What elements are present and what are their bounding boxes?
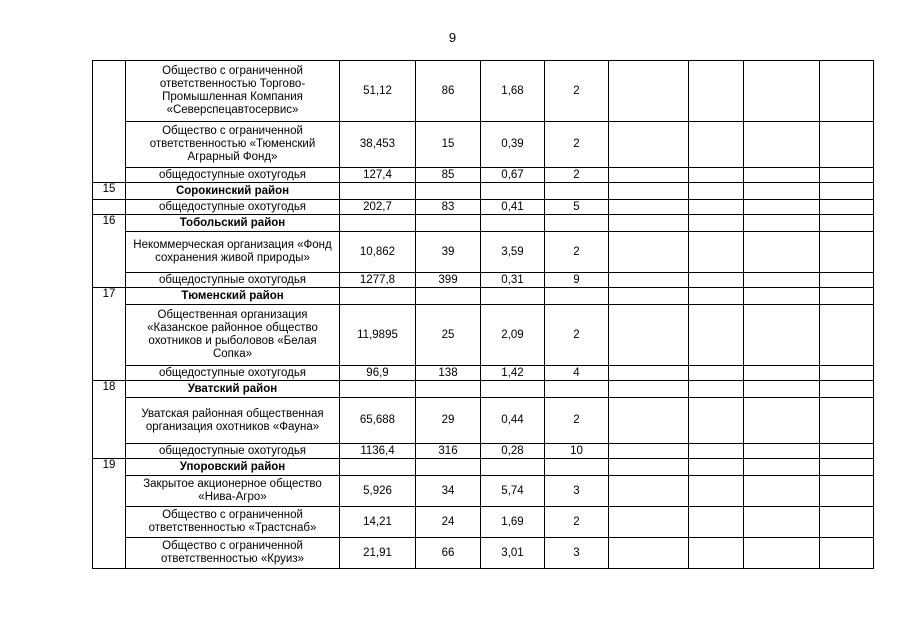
empty-cell (689, 215, 744, 232)
value-cell: 10,862 (340, 232, 416, 273)
empty-cell (689, 232, 744, 273)
value-cell: 5,74 (481, 476, 545, 507)
value-cell: 1277,8 (340, 273, 416, 288)
district-row (93, 183, 874, 200)
empty-cell (744, 61, 820, 122)
empty-cell (416, 381, 481, 398)
value-cell: 1,69 (481, 507, 545, 538)
empty-cell (340, 459, 416, 476)
empty-cell (609, 200, 689, 215)
empty-cell (820, 305, 874, 366)
name-cell: общедоступные охотугодья (126, 366, 340, 381)
empty-cell (416, 288, 481, 305)
page-number: 9 (448, 30, 457, 45)
name-cell: общедоступные охотугодья (126, 200, 340, 215)
empty-cell (820, 381, 874, 398)
empty-cell (416, 215, 481, 232)
district-row (93, 381, 874, 398)
value-cell: 24 (416, 507, 481, 538)
district-name-cell: Упоровский район (126, 459, 340, 476)
value-cell: 2 (545, 168, 609, 183)
name-cell: Общественная организация «Казанское районное общество охотников и рыболовов «Белая Сопка» (126, 305, 340, 366)
empty-cell (744, 444, 820, 459)
row-number-cell: 15 (93, 183, 126, 200)
value-cell: 65,688 (340, 398, 416, 444)
empty-cell (820, 183, 874, 200)
value-cell: 202,7 (340, 200, 416, 215)
empty-cell (744, 381, 820, 398)
value-cell: 66 (416, 538, 481, 569)
empty-cell (744, 122, 820, 168)
empty-cell (481, 381, 545, 398)
value-cell: 38,453 (340, 122, 416, 168)
empty-cell (609, 459, 689, 476)
value-cell: 2 (545, 398, 609, 444)
empty-cell (689, 183, 744, 200)
district-name-cell: Тобольский район (126, 215, 340, 232)
table-row (93, 398, 874, 444)
empty-cell (340, 288, 416, 305)
empty-cell (689, 381, 744, 398)
name-cell: Уватская районная общественная организация охотников «Фауна» (126, 398, 340, 444)
value-cell: 399 (416, 273, 481, 288)
row-number-cell: 17 (93, 288, 126, 381)
district-row (93, 215, 874, 232)
table-row (93, 476, 874, 507)
value-cell: 15 (416, 122, 481, 168)
name-cell: Некоммерческая организация «Фонд сохранения живой природы» (126, 232, 340, 273)
table-row (93, 168, 874, 183)
empty-cell (689, 507, 744, 538)
empty-cell (744, 476, 820, 507)
value-cell: 2 (545, 232, 609, 273)
value-cell: 2 (545, 507, 609, 538)
empty-cell (689, 200, 744, 215)
empty-cell (689, 122, 744, 168)
value-cell: 316 (416, 444, 481, 459)
name-cell: Общество с ограниченной ответственностью «Круиз» (126, 538, 340, 569)
empty-cell (820, 215, 874, 232)
empty-cell (545, 288, 609, 305)
empty-cell (689, 288, 744, 305)
empty-cell (744, 168, 820, 183)
value-cell: 9 (545, 273, 609, 288)
value-cell: 5,926 (340, 476, 416, 507)
table-row (93, 232, 874, 273)
empty-cell (689, 61, 744, 122)
empty-cell (609, 476, 689, 507)
value-cell: 3,59 (481, 232, 545, 273)
empty-cell (820, 476, 874, 507)
empty-cell (744, 200, 820, 215)
empty-cell (744, 538, 820, 569)
empty-cell (609, 366, 689, 381)
empty-cell (744, 288, 820, 305)
name-cell: общедоступные охотугодья (126, 168, 340, 183)
name-cell: Закрытое акционерное общество «Нива-Агро» (126, 476, 340, 507)
row-number-cell: 16 (93, 215, 126, 288)
row-number-cell: 19 (93, 459, 126, 569)
empty-cell (820, 507, 874, 538)
value-cell: 3 (545, 538, 609, 569)
value-cell: 138 (416, 366, 481, 381)
empty-cell (689, 538, 744, 569)
empty-cell (340, 215, 416, 232)
empty-cell (416, 459, 481, 476)
empty-cell (820, 444, 874, 459)
value-cell: 0,28 (481, 444, 545, 459)
empty-cell (820, 459, 874, 476)
empty-cell (609, 305, 689, 366)
empty-cell (609, 215, 689, 232)
empty-cell (609, 398, 689, 444)
value-cell: 25 (416, 305, 481, 366)
empty-cell (545, 381, 609, 398)
empty-cell (744, 273, 820, 288)
empty-cell (609, 122, 689, 168)
empty-cell (481, 183, 545, 200)
empty-cell (609, 538, 689, 569)
table-row (93, 444, 874, 459)
empty-cell (545, 215, 609, 232)
table-row (93, 122, 874, 168)
empty-cell (820, 288, 874, 305)
empty-cell (689, 459, 744, 476)
value-cell: 1,68 (481, 61, 545, 122)
value-cell: 0,67 (481, 168, 545, 183)
empty-cell (609, 61, 689, 122)
empty-cell (609, 183, 689, 200)
empty-cell (689, 444, 744, 459)
empty-cell (689, 305, 744, 366)
table-row (93, 538, 874, 569)
empty-cell (609, 232, 689, 273)
empty-cell (744, 215, 820, 232)
value-cell: 0,41 (481, 200, 545, 215)
value-cell: 10 (545, 444, 609, 459)
empty-cell (820, 61, 874, 122)
empty-cell (340, 183, 416, 200)
district-row (93, 459, 874, 476)
empty-cell (481, 288, 545, 305)
district-row (93, 288, 874, 305)
value-cell: 34 (416, 476, 481, 507)
empty-cell (820, 366, 874, 381)
name-cell: Общество с ограниченной ответственностью «Тюменский Аграрный Фонд» (126, 122, 340, 168)
empty-cell (689, 366, 744, 381)
value-cell: 5 (545, 200, 609, 215)
value-cell: 96,9 (340, 366, 416, 381)
value-cell: 14,21 (340, 507, 416, 538)
empty-cell (689, 398, 744, 444)
value-cell: 11,9895 (340, 305, 416, 366)
district-name-cell: Уватский район (126, 381, 340, 398)
empty-cell (545, 183, 609, 200)
empty-cell (744, 183, 820, 200)
empty-cell (609, 381, 689, 398)
value-cell: 21,91 (340, 538, 416, 569)
value-cell: 2 (545, 61, 609, 122)
value-cell: 0,39 (481, 122, 545, 168)
empty-cell (744, 305, 820, 366)
empty-cell (689, 476, 744, 507)
hunting-grounds-table (92, 60, 874, 569)
value-cell: 2 (545, 122, 609, 168)
district-name-cell: Сорокинский район (126, 183, 340, 200)
empty-cell (820, 273, 874, 288)
empty-cell (744, 398, 820, 444)
row-number-cell: 18 (93, 381, 126, 459)
table-row (93, 61, 874, 122)
empty-cell (609, 273, 689, 288)
value-cell: 1136,4 (340, 444, 416, 459)
row-number-cell (93, 61, 126, 183)
value-cell: 1,42 (481, 366, 545, 381)
empty-cell (689, 273, 744, 288)
empty-cell (609, 168, 689, 183)
row-number-cell (93, 200, 126, 215)
empty-cell (820, 538, 874, 569)
value-cell: 29 (416, 398, 481, 444)
table-row (93, 366, 874, 381)
name-cell: Общество с ограниченной ответственностью «Трастснаб» (126, 507, 340, 538)
value-cell: 127,4 (340, 168, 416, 183)
value-cell: 86 (416, 61, 481, 122)
value-cell: 2 (545, 305, 609, 366)
empty-cell (820, 122, 874, 168)
name-cell: общедоступные охотугодья (126, 273, 340, 288)
value-cell: 2,09 (481, 305, 545, 366)
empty-cell (744, 459, 820, 476)
name-cell: Общество с ограниченной ответственностью Торгово-Промышленная Компания «Северспецавтосервис» (126, 61, 340, 122)
empty-cell (820, 398, 874, 444)
empty-cell (416, 183, 481, 200)
empty-cell (820, 168, 874, 183)
name-cell: общедоступные охотугодья (126, 444, 340, 459)
value-cell: 3,01 (481, 538, 545, 569)
empty-cell (820, 232, 874, 273)
table-row (93, 305, 874, 366)
empty-cell (340, 381, 416, 398)
district-name-cell: Тюменский район (126, 288, 340, 305)
empty-cell (744, 232, 820, 273)
empty-cell (481, 459, 545, 476)
value-cell: 3 (545, 476, 609, 507)
value-cell: 0,44 (481, 398, 545, 444)
empty-cell (545, 459, 609, 476)
value-cell: 0,31 (481, 273, 545, 288)
empty-cell (744, 366, 820, 381)
empty-cell (609, 444, 689, 459)
empty-cell (744, 507, 820, 538)
table-row (93, 273, 874, 288)
empty-cell (609, 288, 689, 305)
value-cell: 85 (416, 168, 481, 183)
empty-cell (689, 168, 744, 183)
value-cell: 83 (416, 200, 481, 215)
value-cell: 4 (545, 366, 609, 381)
table-row (93, 507, 874, 538)
value-cell: 39 (416, 232, 481, 273)
empty-cell (609, 507, 689, 538)
empty-cell (481, 215, 545, 232)
table-row (93, 200, 874, 215)
value-cell: 51,12 (340, 61, 416, 122)
empty-cell (820, 200, 874, 215)
